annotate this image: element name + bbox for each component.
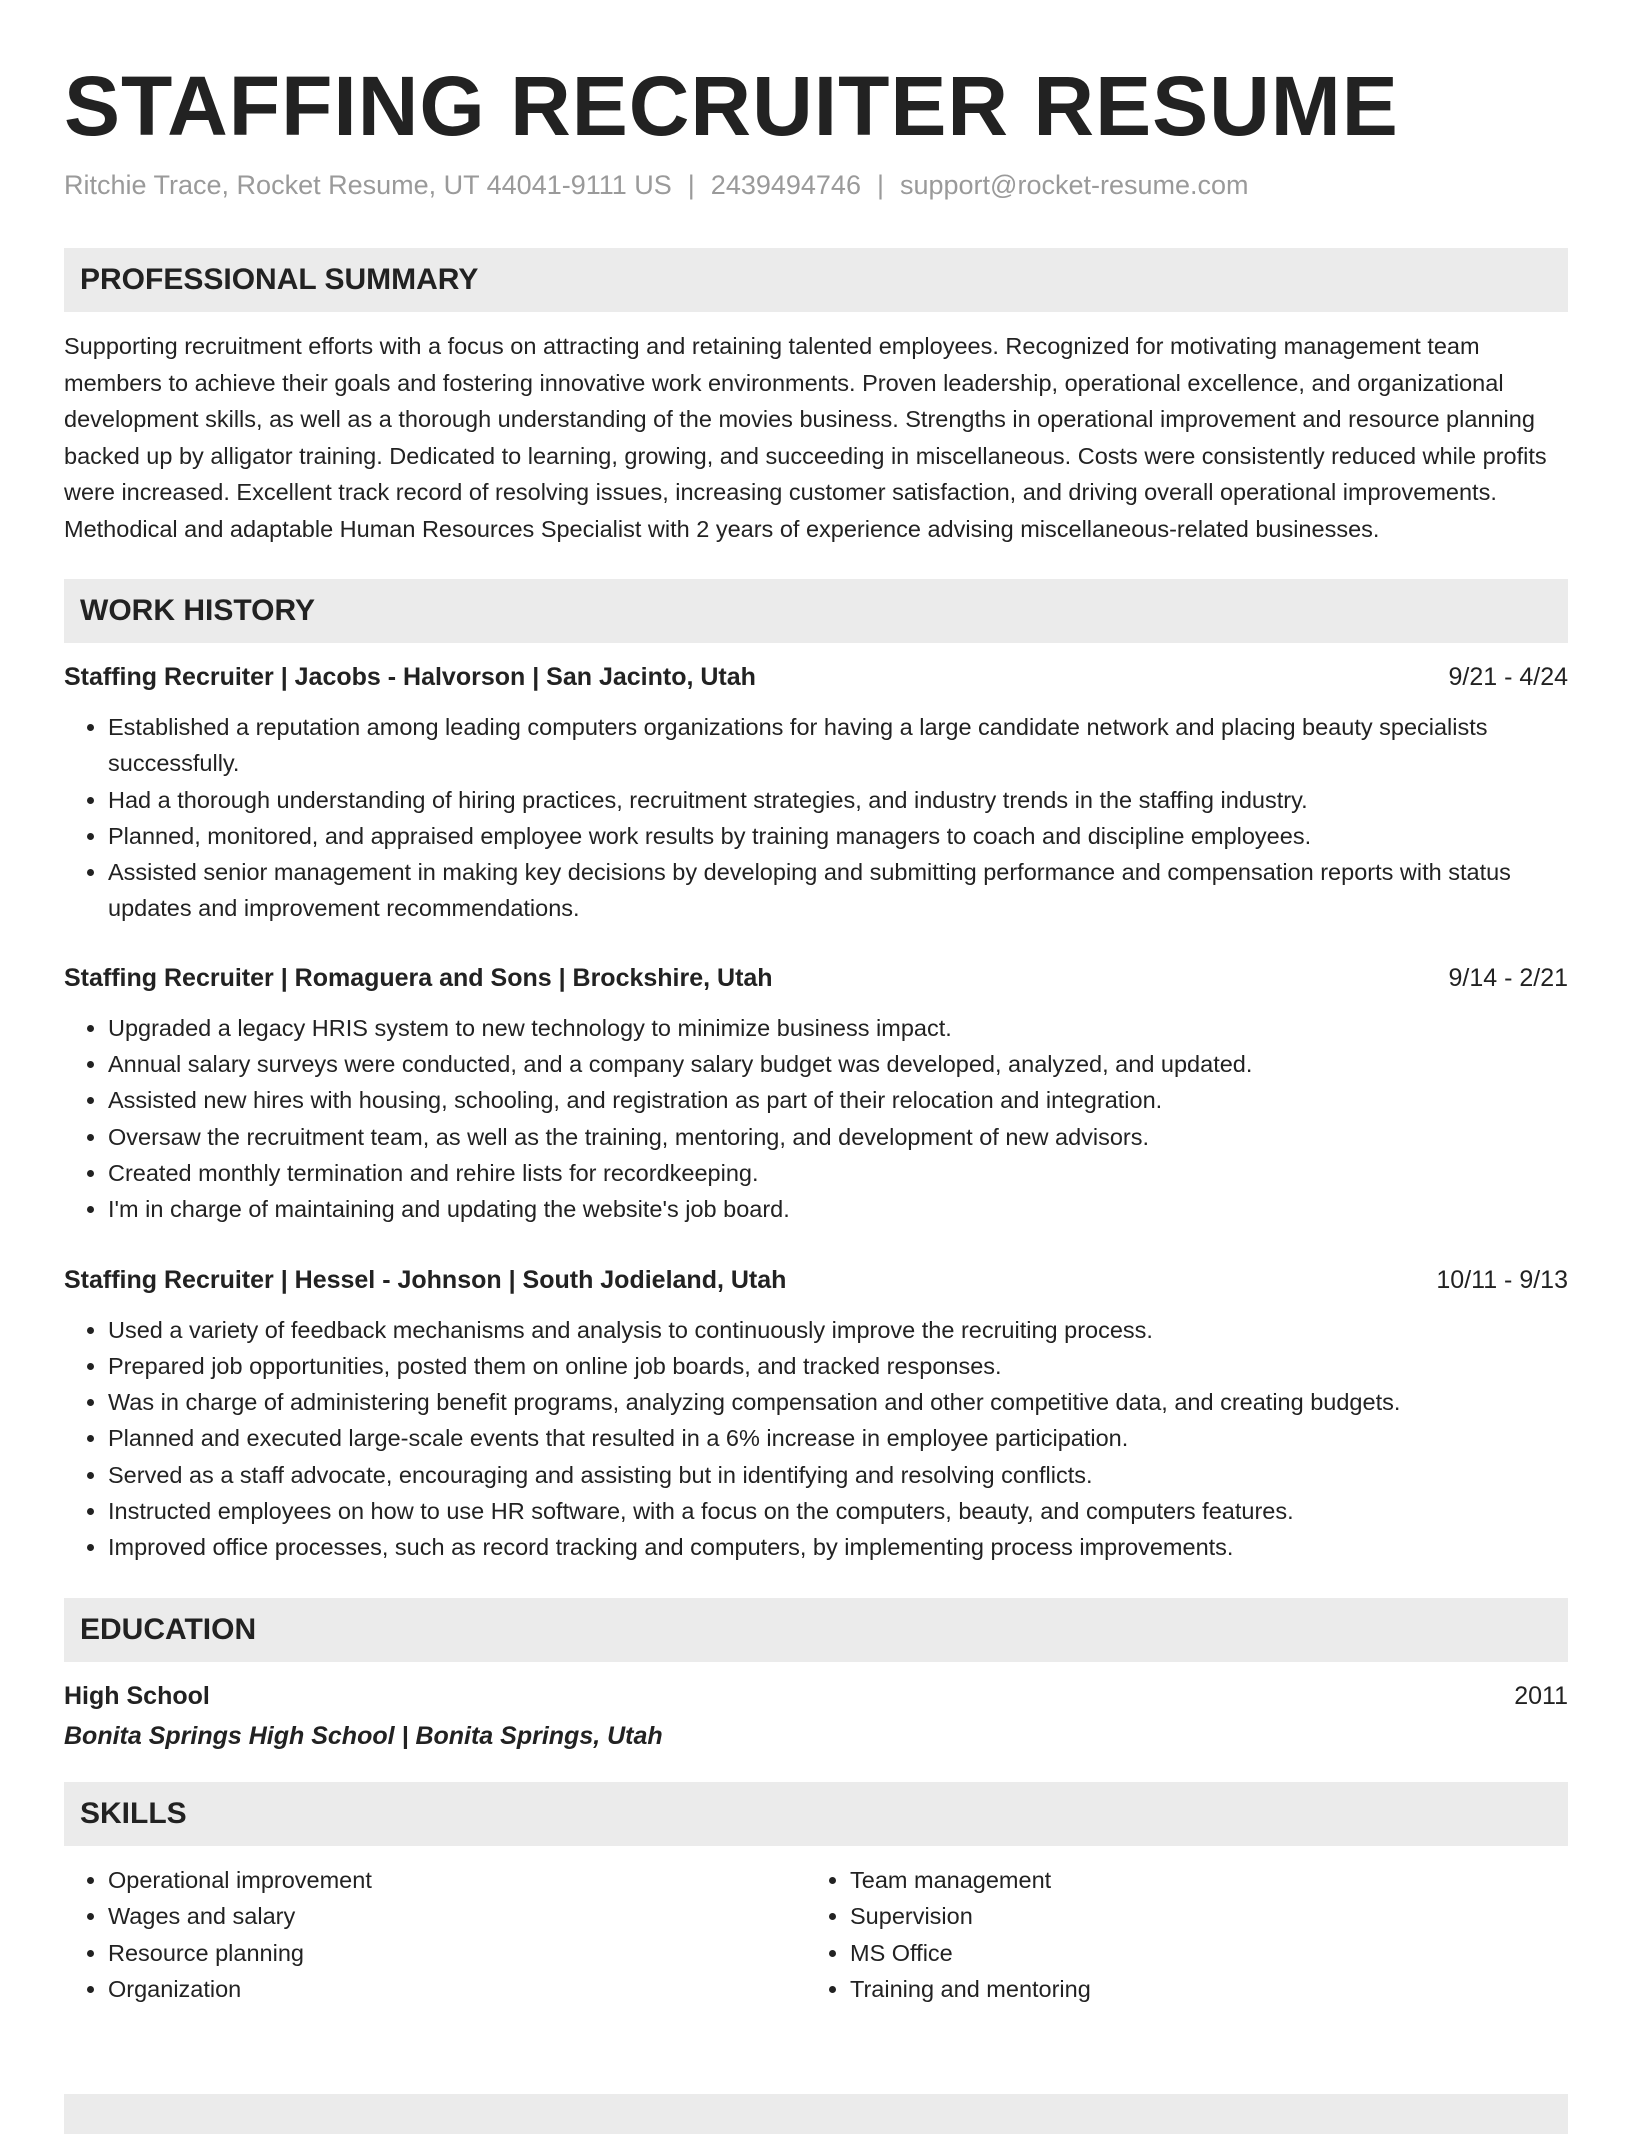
job-bullets — [64, 1312, 1568, 1566]
skill-item: • Training and mentoring — [850, 1971, 1091, 2008]
job-title: Staffing Recruiter | Romaguera and Sons | Brockshire, Utah — [64, 963, 773, 992]
skill-item: • Organization — [108, 1971, 806, 2008]
contact-email: support@rocket-resume.com — [899, 170, 1249, 200]
skill-item: • Operational improvement — [108, 1862, 806, 1899]
job-title: Staffing Recruiter | Hessel - Johnson | South Jodieland, Utah — [64, 1265, 787, 1294]
job-bullet: • Created monthly termination and rehire lists for recordkeeping. — [108, 1155, 1568, 1191]
job-dates: 9/21 - 4/24 — [1448, 663, 1568, 691]
job-header — [64, 659, 1568, 695]
job-bullet: • Oversaw the recruitment team, as well as the training, mentoring, and development of new advisors. — [108, 1119, 1568, 1155]
job-bullets — [64, 709, 1568, 927]
job-bullet: • I'm in charge of maintaining and updating the website's job board. — [108, 1191, 1568, 1227]
job-bullet: • Prepared job opportunities, posted them on online job boards, and tracked responses. — [108, 1348, 1568, 1384]
job-entry — [64, 960, 1568, 1228]
skill-item: • Supervision — [850, 1898, 1091, 1935]
section-header-summary: PROFESSIONAL SUMMARY — [64, 248, 1568, 312]
skill-item: • Team management — [850, 1862, 1091, 1899]
contact-line — [64, 168, 1568, 202]
resume-title: STAFFING RECRUITER RESUME — [64, 59, 1399, 153]
skills-column-left — [64, 1862, 806, 2008]
job-header — [64, 1262, 1568, 1298]
section-header-skills: SKILLS — [64, 1782, 1568, 1846]
section-header-work-history: WORK HISTORY — [64, 579, 1568, 643]
contact-separator: | — [876, 170, 884, 200]
job-header — [64, 960, 1568, 996]
job-title: Staffing Recruiter | Jacobs - Halvorson | San Jacinto, Utah — [64, 663, 756, 691]
skills-column-right — [806, 1862, 1091, 2008]
job-bullet: • Upgraded a legacy HRIS system to new technology to minimize business impact. — [108, 1010, 1568, 1046]
job-bullets — [64, 1010, 1568, 1228]
job-bullet: • Annual salary surveys were conducted, and a company salary budget was developed, analyzed, and updated. — [108, 1046, 1568, 1082]
job-bullet: • Was in charge of administering benefit programs, analyzing compensation and other competitive data, and creating budgets. — [108, 1384, 1568, 1420]
skills-list — [64, 1862, 1568, 2008]
job-bullet: • Used a variety of feedback mechanisms and analysis to continuously improve the recruiting process. — [108, 1312, 1568, 1348]
job-bullet: • Had a thorough understanding of hiring practices, recruitment strategies, and industry trends in the staffing industry. — [108, 782, 1568, 818]
job-dates: 9/14 - 2/21 — [1448, 963, 1568, 992]
skill-item: • Resource planning — [108, 1935, 806, 1972]
job-bullet: • Instructed employees on how to use HR software, with a focus on the computers, beauty, and computers features. — [108, 1493, 1568, 1529]
job-bullet: • Planned and executed large-scale events that resulted in a 6% increase in employee participation. — [108, 1420, 1568, 1456]
job-dates: 10/11 - 9/13 — [1436, 1265, 1568, 1294]
job-bullet: • Served as a staff advocate, encouraging and assisting but in identifying and resolving conflicts. — [108, 1457, 1568, 1493]
next-section-header-band — [64, 2094, 1568, 2134]
job-bullet: • Planned, monitored, and appraised employee work results by training managers to coach and discipline employees. — [108, 818, 1568, 854]
education-header — [64, 1678, 1568, 1714]
skill-item: • MS Office — [850, 1935, 1091, 1972]
contact-phone: 2439494746 — [710, 170, 861, 200]
contact-address: Ritchie Trace, Rocket Resume, UT 44041-9111 US — [64, 170, 672, 200]
job-bullet: • Established a reputation among leading computers organizations for having a large candidate network and placing beauty specialists successfully. — [108, 709, 1568, 782]
education-school: Bonita Springs High School | Bonita Springs, Utah — [64, 1721, 663, 1750]
job-bullet: • Assisted new hires with housing, schooling, and registration as part of their relocation and integration. — [108, 1082, 1568, 1118]
education-degree: High School — [64, 1681, 210, 1710]
job-entry — [64, 1262, 1568, 1566]
contact-separator: | — [687, 170, 695, 200]
job-bullet: • Assisted senior management in making key decisions by developing and submitting performance and compensation reports with status updates and improvement recommendations. — [108, 854, 1568, 927]
education-year: 2011 — [1514, 1681, 1568, 1710]
job-bullet: • Improved office processes, such as record tracking and computers, by implementing process improvements. — [108, 1529, 1568, 1565]
skill-item: • Wages and salary — [108, 1898, 806, 1935]
summary-text: Supporting recruitment efforts with a focus on attracting and retaining talented employees. Recognized for motivating management team members to achieve their goals and fostering innovative work environments. Proven leadership, operational excellence, and organizational development skills, as well as a thorough understanding of the movies business. Strengths in operational improvement and resource planning backed up by alligator training. Dedicated to learning, growing, and succeeding in miscellaneous. Costs were consistently reduced while profits were increased. Excellent track record of resolving issues, increasing customer satisfaction, and driving overall operational improvements. Methodical and adaptable Human Resources Specialist with 2 years of experience advising miscellaneous-related businesses. — [64, 333, 1547, 542]
job-entry — [64, 659, 1568, 927]
section-header-education: EDUCATION — [64, 1598, 1568, 1662]
